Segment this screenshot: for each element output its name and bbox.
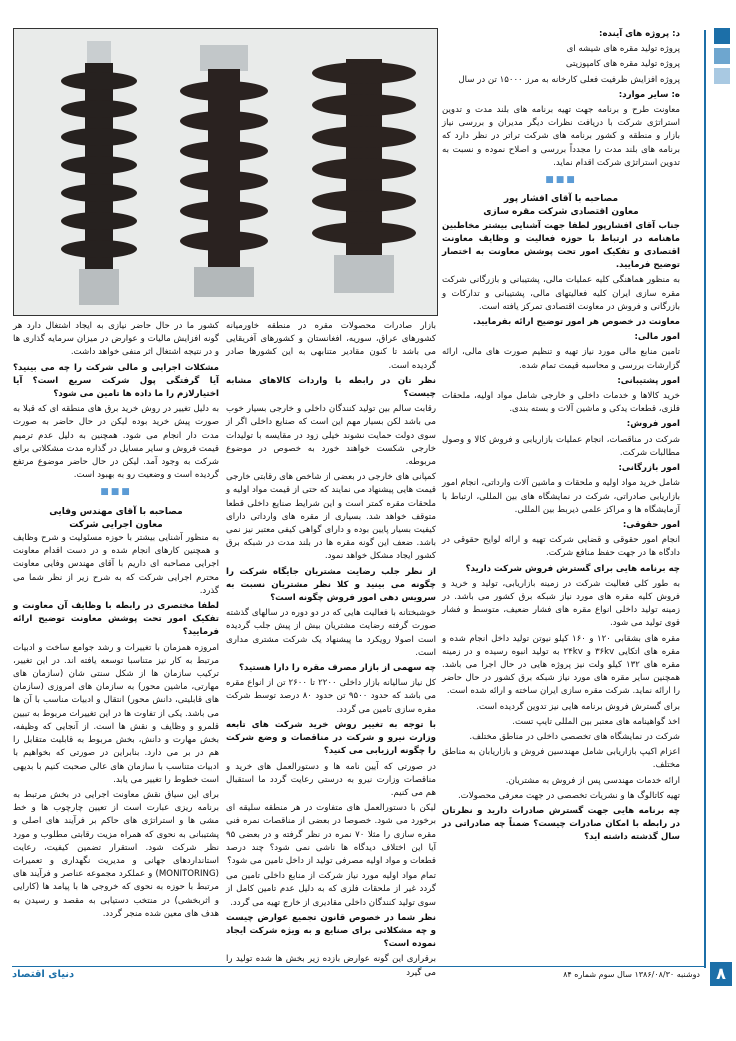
intro-paragraph: به منظور آشنایی بیشتر با حوزه مسئولیت و شرح وظایف و همچنین کارهای انجام شده و در دست اقدام معاونت اجرایی مصاحبه ای داریم با آقای مهندس وفایی معاونت محترم اجرایی شرکت که به شرح زیر از نظر شما می گذرد. — [13, 533, 219, 596]
employment-paragraph: کشور ما در حال حاضر نیازی به ایجاد اشتغال دارد هر گونه افزایش مالیات و عوارض در میزان سرمایه گذاری ها و در نتیجه اشتغال اثر منفی خواهد داشت. — [13, 321, 219, 358]
question-market-share: چه سهمی از بازار مصرف مقره را دارا هستید؟ — [239, 663, 436, 674]
tab-dark-square — [714, 28, 730, 44]
publication-logo: دنیای اقتصاد — [12, 969, 75, 980]
question-duties: لطفا مختصری در رابطه با وظایف آن معاونت و تفکیک امور تحت پوشش معاونت توضیح ارائه فرمایید؟ — [13, 601, 219, 638]
project-line-4: ه: سایر موارد: — [618, 89, 680, 100]
answer-2: به طور کلی فعالیت شرکت در زمینه بازاریابی، تولید و خرید و فروش کلیه مقره های مورد نیاز شبکه برق کشور می باشد. در زمینه تولید داخلی انواع مقره های فشار ضعیف، متوسط و فشار قوی تولید می شود. — [442, 578, 680, 629]
interview-subheading: معاون اقتصادی شرکت مقره سازی — [483, 207, 639, 218]
project-line-1: پروژه تولید مقره های شیشه ای — [566, 44, 680, 55]
text-legal: انجام امور حقوقی و قضایی شرکت تهیه و ارائه لوایح حقوقی در دادگاه ها در جهت حفظ منافع شرکت. — [442, 535, 680, 559]
answer-2b: مقره های بشقابی ۱۲۰ و ۱۶۰ کیلو نیوتن تولید داخل انجام شده و مقره های اتکایی ۳۶kv و ۲۴kv به تولید انبوه رسیده و در زمینه مقره های ۱۳۲ کیلو ولت نیز پروژه هایی در حال اجرا می باشد. همچنین سایر مقره های مورد نیاز شبکه برق کشور در حال حاضر را ارائه نماید. شرکت مقره سازی ایران ساخته و ارائه شده است. — [442, 633, 680, 697]
answer-duties-b: برای این سیاق نقش معاونت اجرایی در بخش مرتبط به برنامه ریزی عبارت است از تعیین چارچوب ها و خط مشی ها و استراتژی های حاکم بر فرآیند های اصلی و پشتیبانی به نحوی که همراه مزیت رقابتی مطلوب و مورد نظر شرکت شود. استقرار تضمین کیفیت، رعایت استانداردهای جهانی و مدیریت نگهداری و تعمیرات (MONITORING) و عملکرد مجموعه عناصر و فرآیند های مرتبط با حوزه به نحوی که خروجی ها با پیامد ها (کارایی و اثربخشی) در منتخب دستیابی به مقصد و رسیدن به هدف های معین شده منجر گردد. — [13, 789, 219, 919]
answer-financial-issues: به دلیل تغییر در روش خرید برق های منطقه ای که قبلا به صورت پیش خرید بوده لیکن در حال حاضر به صورت مدت دار انجام می شود. همچنین به دلیل عدم ترمیم قیمت فروش و سایر مسایل در گذاره مدت مشکلاتی برای شرکت به وجود آمد. لیکن در حال حاضر موضوع مرتفع گردیده است و وضعیت رو به بهبود است. — [13, 404, 219, 481]
page-footer — [12, 966, 706, 985]
insulators-illustration — [14, 29, 437, 315]
answer-market-share: کل نیاز سالیانه بازار داخلی ۲۲۰۰ تا ۲۶۰۰ تن از انواع مقره می باشد که حدود ۹۵۰۰ تن حدود ۸۰ درصد توسط شرکت مقره سازی تامین می گردد. — [226, 678, 436, 715]
question-imports: نظر تان در رابطه با واردات کالاهای مشابه چیست؟ — [226, 375, 436, 400]
question-satisfaction: از نظر جلب رضایت مشتریان جایگاه شرکت را چگونه می بینید و کلا نظر مشتریان نسبت به سرویس دهی امور فروش چگونه است؟ — [226, 566, 436, 604]
exports-paragraph: بازار صادرات محصولات مقره در منطقه خاورمیانه کشورهای عراق، سوریه، افغانستان و کشورهای آفریقایی می باشد تا کنون مقادیر متنابهی به این کشورها صادر گردیده است. — [226, 321, 436, 371]
heading-sales: امور فروش: — [626, 419, 680, 430]
list-item: ارائه خدمات مهندسی پس از فروش به مشتریان. — [505, 775, 680, 786]
page-number: ۸ — [710, 962, 732, 986]
answer-duties: امروزه همزمان با تغییرات و رشد جوامع ساخت و ادبیات مرتبط به کار نیز متناسبا توسعه یافته اند. در این تغییر، ترکیب سازمان ها از شکل سنتی شان (سازمان های مهارتی، ماشین محور) به سازمان های امروزی (سازمان های قابلیتی، دانش محور) انتقال و ادبیات مناسب با آن ها می باشد. یکی از تفاوت ها در این تغییرات مربوط به تبیین قلمرو و وظایف و نقش ها است. از آنجایی که وظیفه، بخش مهارت و دانش، بخش مربوط به قابلیت متقابل را هم در بر می دارد. بنابراین در صورتی که بخواهیم با ادبیات متناسب با سازمان های عالی صحبت کنیم با بدیهی است خطوط را تغییر می یابد. — [13, 642, 219, 785]
project-line-2: پروژه تولید مقره های کامپوزیتی — [565, 59, 680, 70]
answer-tenders-c: تمام مواد اولیه مورد نیاز شرکت از منابع داخلی تامین می گردد غیر از ملحقات فلزی که به دلیل عدم تامین کامل از سوی تولید کنندگان داخلی مقادیری از خارج تهیه می گردد. — [226, 871, 436, 908]
interview-heading: مصاحبه با آقای افشار پور — [503, 194, 619, 205]
question-tax: نظر شما در خصوص قانون تجمیع عوارض چیست و چه مشکلاتی برای صنایع و به ویژه شرکت ایجاد نموده است؟ — [226, 912, 436, 950]
heading-commerce: امور بازرگانی: — [618, 463, 680, 474]
list-item: شرکت در نمایشگاه های تخصصی داخلی در مناطق مختلف. — [469, 731, 680, 742]
answer-imports-b: کمپانی های خارجی در بعضی از شاخص های رقابتی خارجی قیمت هایی پیشنهاد می نمایند که حتی از قیمت مواد اولیه و ملحقات مقره کمتر است و این شرایط صنایع داخلی قطعا متوقف خواهد شد. بسیاری از مقره های وارداتی دارای کیفیت بسیار پایین بوده و دارای گواهی کیفی معتبر نیز نمی باشد. ضعف این گونه مقره ها در بلند مدت در شبکه برق کشور ایجاد مشکل خواهد نمود. — [226, 472, 436, 562]
interview-subheading-2: معاون اجرایی شرکت — [69, 519, 163, 530]
answer-satisfaction: خوشبختانه با فعالیت هایی که در دو دوره در سالهای گذشته صورت گرفته رضایت مشتریان بیش از پیش جلب گردیده است اصولا رویکرد ما پیشنهاد یک شرکت مشتری مداری است. — [226, 608, 436, 658]
answer-tax: برقراری این گونه عوارض بازده زیر بخش ها شده تولید را می گیرد — [226, 954, 436, 978]
list-item: اخذ گواهینامه های معتبر بین المللی تایپ تست. — [512, 716, 680, 727]
answer-imports: رقابت سالم بین تولید کنندگان داخلی و خارجی بسیار خوب می باشد لکن بسیار مهم این است که صنایع داخلی اگر از سوی دولت حمایت نشوند خیلی زود در مقایسه با تولیدات خارجی شکست خواهند خورد به خصوص در موضوع مربوطه. — [226, 404, 436, 468]
section-separator: ■■■ — [100, 487, 132, 498]
heading-legal: امور حقوقی: — [622, 519, 680, 530]
interview-heading-2: مصاحبه با آقای مهندس وفایی — [49, 506, 183, 517]
list-item: اعزام اکیپ بازاریابی شامل مهندسین فروش و بازاریابان به مناطق مختلف. — [442, 747, 680, 771]
question-1: جناب آقای افشارپور لطفا جهت آشنایی بیشتر مخاطبین ماهنامه در ارتباط با حوزه فعالیت و وظایف معاونت اقتصادی و تفکیک امور تحت پوشش معاونت به اختصار توضیح فرمایید. — [442, 220, 680, 271]
section-separator: ■■■ — [545, 175, 577, 186]
question-financial-issues: مشکلات اجرایی و مالی شرکت را چه می بینید؟ آیا گرفتگی پول شرکت سریع است؟ آیا اختیارلازم را ما داده ها تامین می شود؟ — [13, 362, 219, 400]
tab-light-square — [714, 68, 730, 84]
right-column — [442, 28, 680, 958]
question-tenders: با توجه به تغییر روش خرید شرکت های تابعه وزارت نیرو و شرکت در مناقصات و وضع شرکت را چگونه ارزیابی می کنید؟ — [226, 719, 436, 757]
side-color-tabs — [714, 28, 732, 88]
text-finance: تامین منابع مالی مورد نیاز تهیه و تنظیم صورت های مالی، ارائه گزارشات بررسی و محاسبه قیمت تمام شده. — [442, 347, 680, 371]
tab-mid-square — [714, 48, 730, 64]
text-sales: شرکت در مناقصات، انجام عملیات بازاریابی و فروش کالا و وصول مطالبات شرکت. — [442, 434, 680, 458]
future-projects-title: د: پروژه های آینده: — [599, 29, 680, 39]
list-item: تهیه کاتالوگ ها و نشریات تخصصی در جهت معرفی محصولات. — [457, 790, 680, 801]
text-support: خرید کالاها و خدمات داخلی و خارجی شامل مواد اولیه، ملحقات فلزی، قطعات یدکی و ماشین آلات و بسته بندی. — [442, 391, 680, 415]
left-column — [13, 320, 219, 958]
question-3: چه برنامه هایی جهت گسترش صادرات دارید و نظرتان در رابطه با امکان صادرات چیست؟ ضمناً چه صادراتی در سال گذشته داشته اید؟ — [442, 805, 680, 843]
issue-info: دوشنبه ۱۳۸۶/۰۸/۳۰ سال سوم شماره ۸۴ — [563, 970, 700, 979]
insulators-photo — [13, 28, 438, 316]
answer-2c: برای گسترش فروش برنامه هایی نیز تدوین گردیده است. — [476, 701, 680, 712]
heading-support: امور پشتیبانی: — [617, 375, 680, 386]
question-2: چه برنامه هایی برای گسترش فروش شرکت دارید؟ — [465, 563, 680, 574]
strategy-paragraph: معاونت طرح و برنامه جهت تهیه برنامه های بلند مدت و تدوین استراتژی شرکت با دریافت نظرات دیگر مدیران و بررسی نیاز بازار و منطقه و کشور برنامه های شرکت تراتر در نظر دارد که برنامه های بلند مدت را مجدداً بررسی و اصلاح نموده و نسبت به تدوین استراتژی شرکت اقدام نماید. — [442, 105, 680, 168]
text-commerce: شامل خرید مواد اولیه و ملحقات و ماشین آلات وارداتی، انجام امور بازاریابی صادراتی، شرکت در نمایشگاه های بین المللی، ارتباط با آزمایشگاه ها و مراکز علمی ذیربط بین المللی. — [442, 478, 680, 515]
answer-tenders-b: لیکن با دستورالعمل های متفاوت در هر منطقه سلیقه ای برخورد می شود. خصوصا در بعضی از مناقصات نمره فنی مقره سازی را مثلا ۷۰ نمره در نظر گرفته و در بعضی ۹۵ آیا این اختلاف دیدگاه ها ناشی نمی شود؟ چند درصد قطعات و مواد اولیه مصرفی تولید از داخل تامین می شود؟ — [226, 803, 436, 866]
answer-1b: معاونت در خصوص هر امور توضیح ارائه بفرمایید. — [472, 317, 680, 328]
project-line-3: پروژه افزایش ظرفیت فعلی کارخانه به مرز ۱۵۰۰۰ تن در سال — [458, 74, 680, 85]
vertical-rule — [704, 30, 706, 968]
middle-column — [226, 320, 436, 978]
heading-finance: امور مالی: — [634, 332, 680, 343]
answer-tenders: در صورتی که آیین نامه ها و دستورالعمل های خرید و مناقصات وزارت نیرو به درستی رعایت گردد ما استقبال هم می کنیم. — [226, 761, 436, 798]
answer-1: به منظور هماهنگی کلیه عملیات مالی، پشتیبانی و بازرگانی شرکت مقره سازی ایران کلیه فعالیتهای مالی، پشتیبانی و تدارکات و بازرگانی و فروش در معاونت اقتصادی تمرکز یافته است. — [442, 275, 680, 312]
